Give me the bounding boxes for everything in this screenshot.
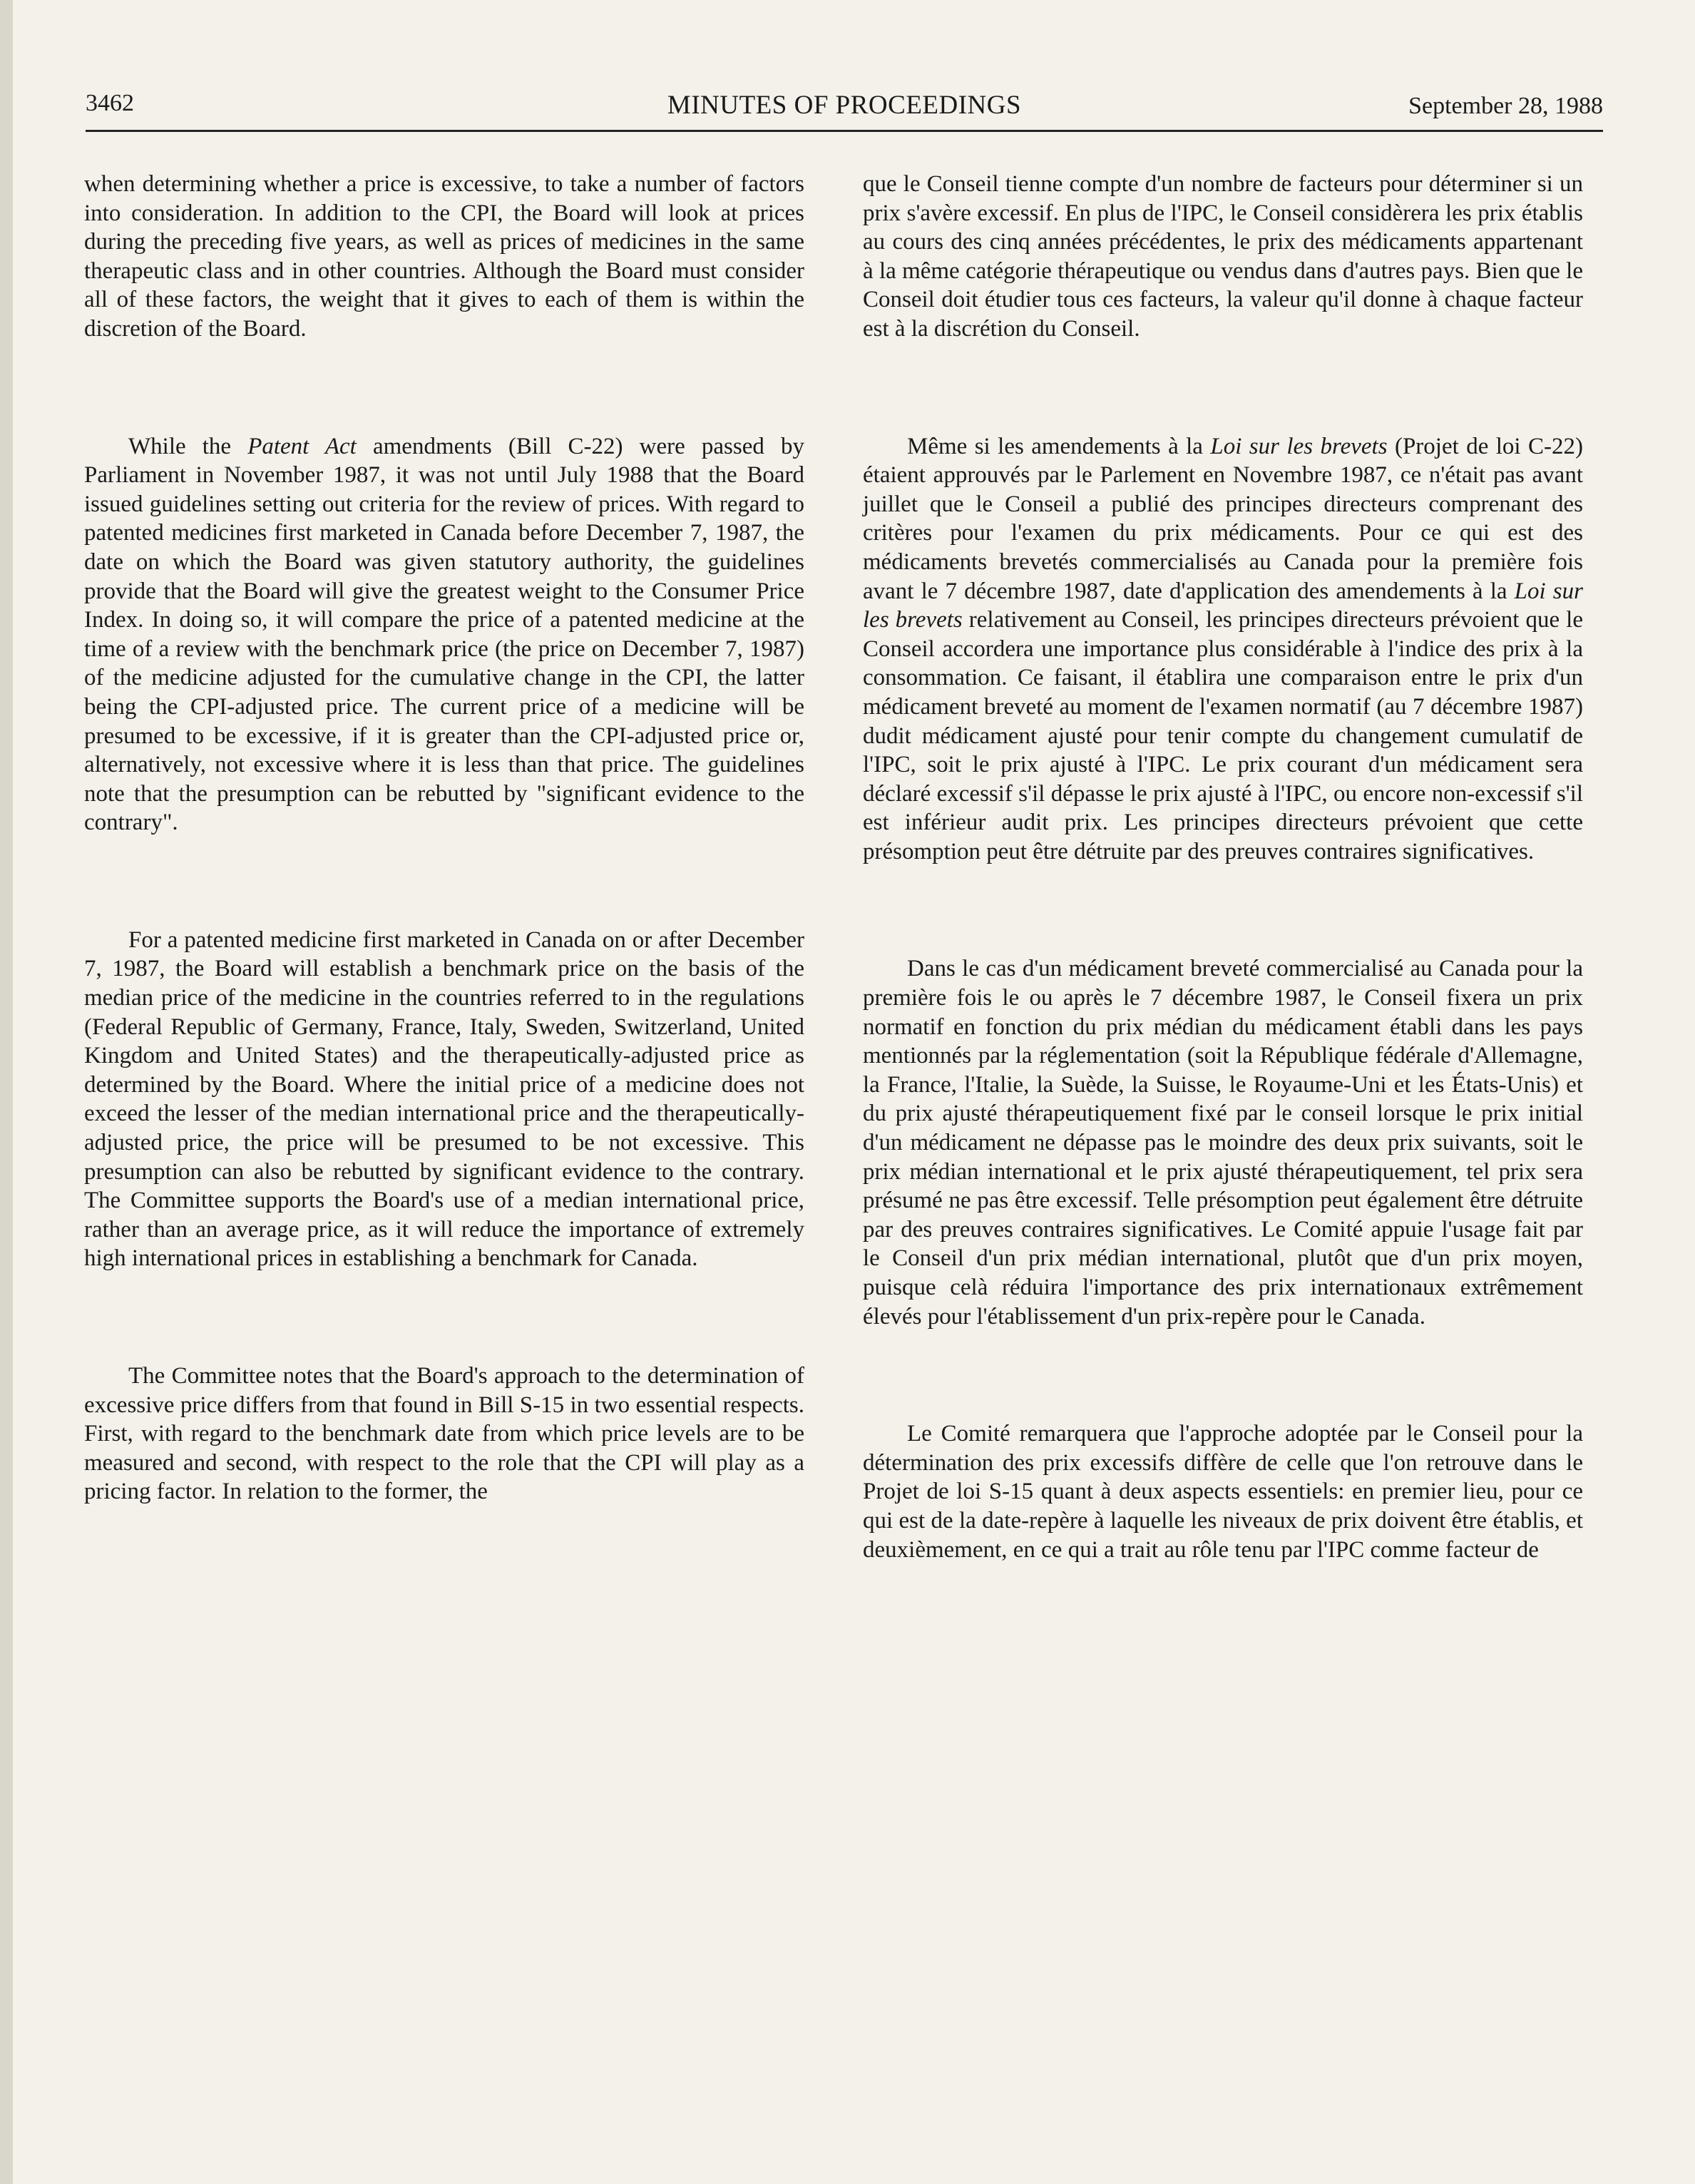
paragraph-gap — [863, 867, 1583, 954]
english-paragraph-3: For a patented medicine first marketed in Canada on or after December 7, 1987, the Board will establish a benchmark price on the basis of the median price of the medicine in the countries referred to in the regulations (Federal Republic of Germany, France, Italy, Sweden, Switzerland, United Kingdom and United States) and the therapeutically-adjusted price as determined by the Board. Where the initial price of a medicine does not exceed the lesser of the median international price and the therapeutically-adjusted price, the price will be presumed to be not excessive. This presumption can also be rebutted by significant evidence to the contrary. The Committee supports the Board's use of a median international price, rather than an average price, as it will reduce the importance of extremely high international prices in establishing a benchmark for Canada. — [84, 927, 804, 1272]
italic-act-title: Loi sur les brevets — [1210, 433, 1388, 459]
page-number: 3462 — [86, 90, 134, 116]
text-run: While the — [128, 433, 248, 459]
text-run: (Projet de loi C-22) étaient approuvés par le Parlement en Novembre 1987, ce n'était pas avant juillet que le Conseil a publié des principes directeurs comprenant des critères pour l'examen du prix médicaments. Pour ce qui est des médicaments brevetés commercialisés au Canada pour la première fois avant le 7 décembre 1987, date d'application des amendements à la — [863, 433, 1583, 604]
italic-act-title: Patent Act — [247, 433, 357, 459]
english-paragraph-1: when determining whether a price is excessive, to take a number of factors into consideration. In addition to the CPI, the Board will look at prices during the preceding five years, as well as prices of medicines in the same therapeutic class and in other countries. Although the Board must consider all of these factors, the weight that it gives to each of them is within the discretion of the Board. — [84, 171, 804, 342]
italic-act-title: Loi sur les brevets — [863, 578, 1583, 633]
running-title: MINUTES OF PROCEEDINGS — [667, 91, 1022, 120]
paragraph-gap — [84, 1275, 804, 1362]
text-run: relativement au Conseil, les principes directeurs prévoient que le Conseil accordera une importance plus considérable à l'indice des prix à la consommation. Ce faisant, il établira une comparaison entre le prix d'un médicament breveté au moment de l'examen normatif (au 7 décembre 1987) dudit médicament ajusté pour tenir compte du changement cumulatif de l'IPC, soit le prix ajusté à l'IPC. Le prix courant d'un médicament sera déclaré excessif s'il dépasse le prix ajusté à l'IPC, ou encore non-excessif s'il est inférieur audit prix. Les principes directeurs prévoient que cette présomption peut être détruite par des preuves contraires significatives. — [863, 607, 1583, 864]
english-paragraph-2 — [84, 432, 804, 837]
french-paragraph-4: Le Comité remarquera que l'approche adoptée par le Conseil pour la détermination des prix excessifs diffère de celle que l'on retrouve dans le Projet de loi S-15 quant à deux aspects essentiels: en premier lieu, pour ce qui est de la date-repère à laquelle les niveaux de prix doivent être établis, et deuxièmement, en ce qui a trait au rôle tenu par l'IPC comme facteur de — [863, 1421, 1583, 1563]
english-paragraph-4: The Committee notes that the Board's approach to the determination of excessive price differs from that found in Bill S-15 in two essential respects. First, with regard to the benchmark date from which price levels are to be measured and second, with respect to the role that the CPI will play as a pricing factor. In relation to the former, the — [84, 1363, 804, 1505]
french-paragraph-3: Dans le cas d'un médicament breveté commercialisé au Canada pour la première fois le ou après le 7 décembre 1987, le Conseil fixera un prix normatif en fonction du prix médian du médicament établi dans les pays mentionnés par la réglementation (soit la République fédérale d'Allemagne, la France, l'Italie, la Suède, la Suisse, le Royaume-Uni et les États-Unis) et du prix ajusté thérapeutiquement fixé par le conseil lorsque le prix initial d'un médicament ne dépasse pas le moindre des deux prix suivants, soit le prix médian international et le prix ajusté thérapeutiquement, tel prix sera présumé ne pas être excessif. Telle présomption peut également être détruite par des preuves contraires significatives. Le Comité appuie l'usage fait par le Conseil d'un prix médian international, plutôt que d'un prix moyen, puisque celà réduira l'importance des prix internationaux extrêmement élevés pour l'établissement d'un prix-repère pour le Canada. — [863, 956, 1583, 1330]
text-run: Même si les amendements à la — [907, 433, 1211, 459]
french-paragraph-2 — [863, 432, 1583, 867]
paragraph-gap — [863, 345, 1583, 432]
english-column — [84, 170, 804, 1508]
french-paragraph-1: que le Conseil tienne compte d'un nombre de facteurs pour déterminer si un prix s'avère excessif. En plus de l'IPC, le Conseil considèrera les prix établis au cours des cinq années précédentes, le prix des médicaments appartenant à la même catégorie thérapeutique ou vendus dans d'autres pays. Bien que le Conseil doit étudier tous ces facteurs, la valeur qu'il donne à chaque facteur est à la discrétion du Conseil. — [863, 171, 1583, 342]
page-edge — [0, 0, 13, 2184]
paragraph-gap — [84, 345, 804, 432]
header-date: September 28, 1988 — [1408, 93, 1603, 119]
french-column — [863, 170, 1583, 1566]
page-header — [86, 84, 1603, 132]
text-run: amendments (Bill C-22) were passed by Parliament in November 1987, it was not until July 1988 that the Board issued guidelines setting out criteria for the review of prices. With regard to patented medicines first marketed in Canada before December 7, 1987, the date on which the Board was given statutory authority, the guidelines provide that the Board will give the greatest weight to the Consumer Price Index. In doing so, it will compare the price of a patented medicine at the time of a review with the benchmark price (the price on December 7, 1987) of the medicine adjusted for the cumulative change in the CPI, the latter being the CPI-adjusted price. The current price of a medicine will be presumed to be excessive, if it is greater than the CPI-adjusted price or, alternatively, not excessive where it is less than that price. The guidelines note that the presumption can be rebutted by "significant evidence to the contrary". — [84, 433, 804, 836]
paragraph-gap — [863, 1332, 1583, 1419]
paragraph-gap — [84, 839, 804, 926]
